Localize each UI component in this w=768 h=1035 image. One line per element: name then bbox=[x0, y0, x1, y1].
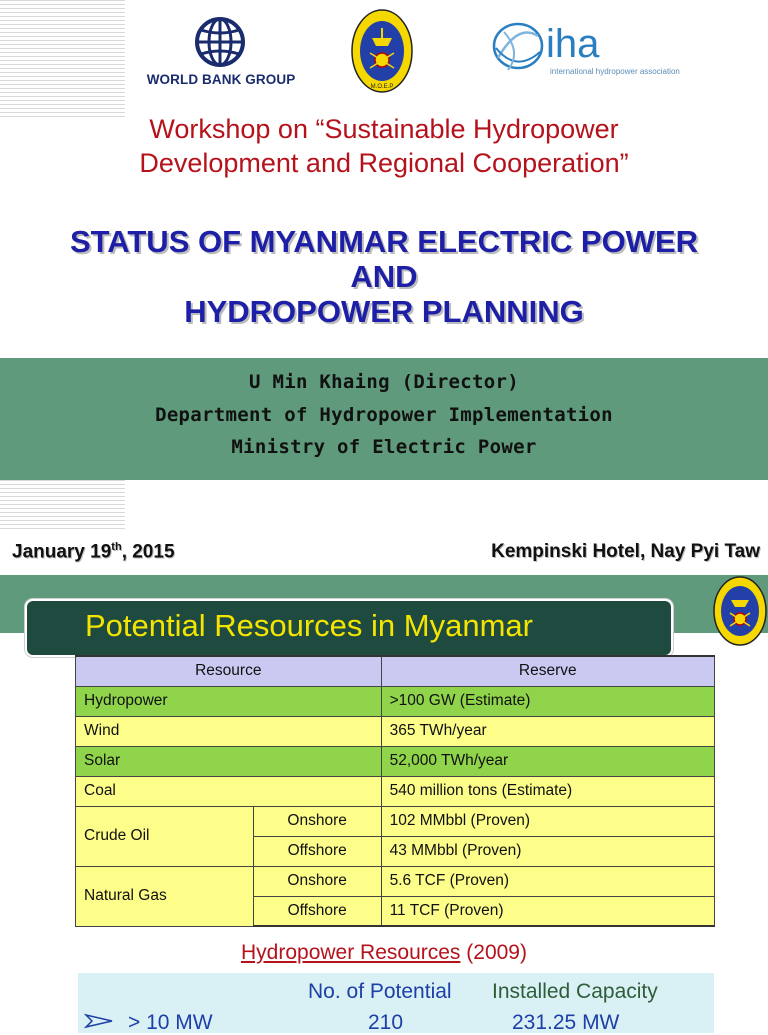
slide-title-box bbox=[25, 599, 673, 657]
resource-cell: Coal bbox=[76, 776, 382, 806]
moep-emblem-logo bbox=[712, 575, 768, 647]
table-row bbox=[76, 806, 715, 836]
iha-logo bbox=[488, 18, 688, 82]
workshop-line-2: Development and Regional Cooperation” bbox=[139, 148, 629, 178]
header-resource: Resource bbox=[76, 656, 382, 686]
title-line-1: STATUS OF MYANMAR ELECTRIC POWER bbox=[69, 224, 699, 259]
table-row bbox=[76, 716, 715, 746]
reserve-cell: 540 million tons (Estimate) bbox=[381, 776, 714, 806]
header-reserve: Reserve bbox=[381, 656, 714, 686]
arrow-icon bbox=[84, 1011, 116, 1031]
moep-label: M.O.E.P bbox=[370, 84, 394, 90]
presentation-title bbox=[0, 224, 768, 329]
reserve-cell: 52,000 TWh/year bbox=[381, 746, 714, 776]
globe-icon bbox=[194, 16, 246, 68]
reserve-cell: 43 MMbbl (Proven) bbox=[381, 836, 714, 866]
slide-title: Potential Resources in Myanmar bbox=[85, 608, 533, 643]
title-line-3: HYDROPOWER PLANNING bbox=[184, 294, 584, 329]
sub-type-cell: Onshore bbox=[253, 806, 381, 836]
moep-emblem-logo bbox=[350, 8, 414, 94]
table-row bbox=[76, 866, 715, 896]
row-potential: 210 bbox=[368, 1011, 404, 1034]
presentation-date: January 19th, 2015 bbox=[12, 541, 175, 563]
iha-swirl-icon bbox=[488, 18, 548, 80]
presenter-name: U Min Khaing (Director) bbox=[249, 371, 519, 393]
resource-cell: Natural Gas bbox=[76, 866, 254, 926]
resource-cell: Wind bbox=[76, 716, 382, 746]
resource-cell: Solar bbox=[76, 746, 382, 776]
presentation-location: Kempinski Hotel, Nay Pyi Taw bbox=[491, 541, 760, 562]
table-row bbox=[76, 776, 715, 806]
ministry-name: Ministry of Electric Power bbox=[231, 436, 537, 458]
reserve-cell: 5.6 TCF (Proven) bbox=[381, 866, 714, 896]
table-header-row bbox=[76, 656, 715, 686]
row-capacity: 231.25 MW bbox=[512, 1011, 620, 1034]
hydropower-resources-table bbox=[78, 973, 714, 1033]
reserve-cell: 365 TWh/year bbox=[381, 716, 714, 746]
sub-type-cell: Offshore bbox=[253, 836, 381, 866]
col-potential-header: No. of Potential bbox=[308, 980, 452, 1003]
resource-cell: Crude Oil bbox=[76, 806, 254, 866]
iha-mark: iha bbox=[546, 22, 600, 66]
resource-cell: Hydropower bbox=[76, 686, 382, 716]
decorative-stripes bbox=[0, 480, 125, 530]
sub-type-cell: Onshore bbox=[253, 866, 381, 896]
reserve-cell: 102 MMbbl (Proven) bbox=[381, 806, 714, 836]
resources-slide bbox=[0, 575, 768, 1034]
row-label: > 10 MW bbox=[128, 1011, 213, 1034]
title-line-2: AND bbox=[350, 259, 418, 294]
iha-full-name: international hydropower association bbox=[550, 67, 680, 76]
resources-table bbox=[75, 655, 715, 927]
col-capacity-header: Installed Capacity bbox=[492, 980, 658, 1003]
table-row bbox=[76, 686, 715, 716]
presenter-band bbox=[0, 358, 768, 480]
world-bank-logo bbox=[146, 16, 296, 92]
department-name: Department of Hydropower Implementation bbox=[155, 404, 613, 426]
reserve-cell: >100 GW (Estimate) bbox=[381, 686, 714, 716]
workshop-line-1: Workshop on “Sustainable Hydropower bbox=[149, 114, 619, 144]
world-bank-text: WORLD BANK GROUP bbox=[146, 72, 296, 87]
hydropower-resources-heading: Hydropower Resources (2009) bbox=[241, 941, 527, 964]
reserve-cell: 11 TCF (Proven) bbox=[381, 896, 714, 926]
sub-type-cell: Offshore bbox=[253, 896, 381, 926]
workshop-title bbox=[0, 112, 768, 180]
decorative-stripes bbox=[0, 0, 125, 120]
table-row bbox=[76, 746, 715, 776]
